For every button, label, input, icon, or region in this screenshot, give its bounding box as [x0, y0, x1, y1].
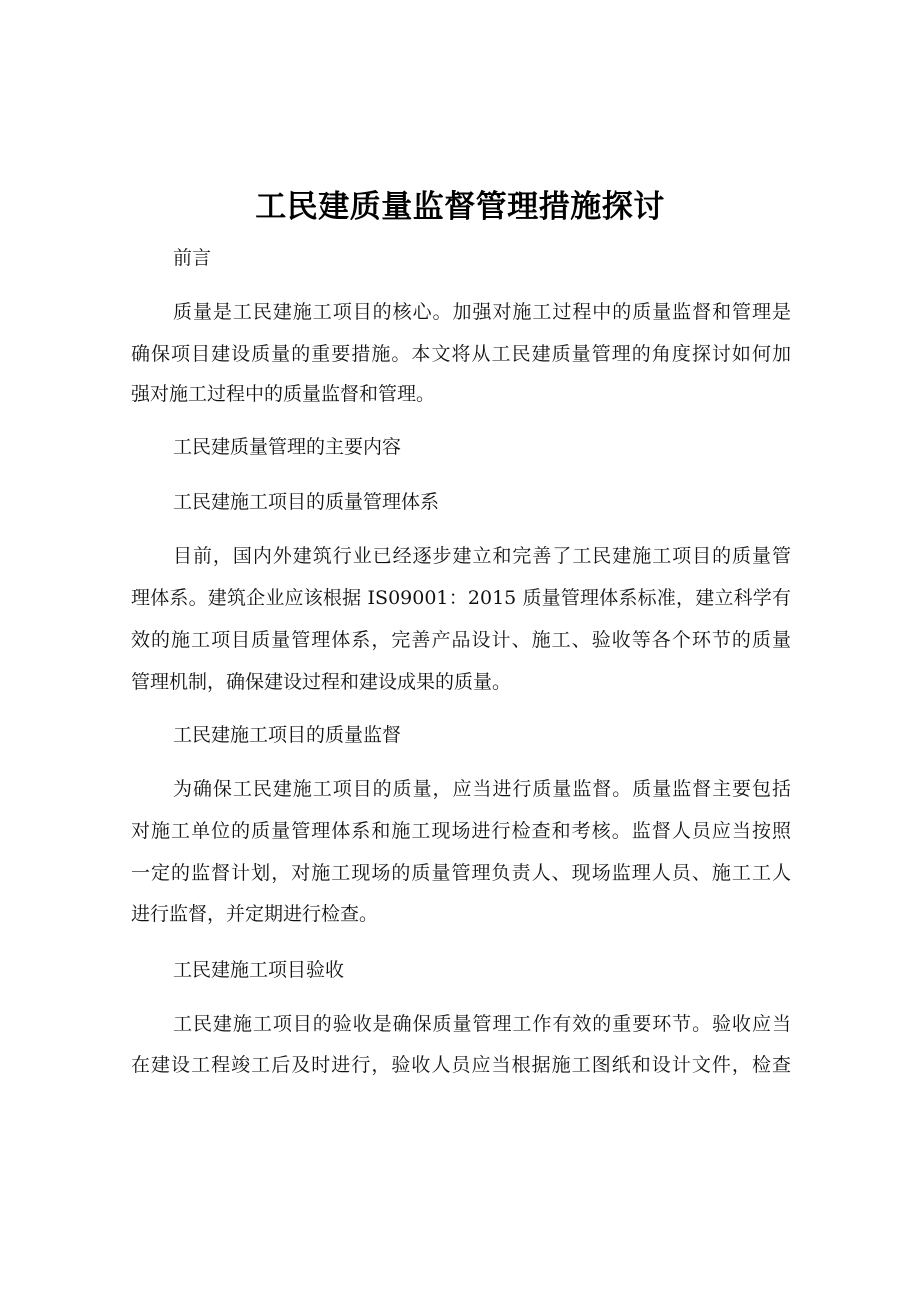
para1-line-2: 确保项目建设质量的重要措施。本文将从工民建质量管理的角度探讨如何加	[131, 343, 791, 365]
heading-quality-system: 工民建施工项目的质量管理体系	[173, 491, 440, 513]
heading-project-acceptance: 工民建施工项目验收	[173, 959, 345, 981]
heading-preface: 前言	[173, 247, 212, 269]
para3-line-1: 为确保工民建施工项目的质量，应当进行质量监督。质量监督主要包括	[173, 778, 791, 800]
para3-line-4: 进行监督，并定期进行检查。	[131, 903, 379, 925]
para1-line-1: 质量是工民建施工项目的核心。加强对施工过程中的质量监督和管理是	[173, 301, 791, 323]
heading-quality-supervision: 工民建施工项目的质量监督	[173, 724, 402, 746]
para3-line-3: 一定的监督计划，对施工现场的质量管理负责人、现场监理人员、施工工人	[131, 862, 791, 884]
para2-line-2: 理体系。建筑企业应该根据 IS09001：2015 质量管理体系标准，建立科学有	[131, 587, 791, 609]
para2-line-1: 目前，国内外建筑行业已经逐步建立和完善了工民建施工项目的质量管	[173, 545, 791, 567]
document-title: 工民建质量监督管理措施探讨	[255, 189, 665, 225]
para2-line-4: 管理机制，确保建设过程和建设成果的质量。	[131, 671, 512, 693]
para3-line-2: 对施工单位的质量管理体系和施工现场进行检查和考核。监督人员应当按照	[131, 820, 791, 842]
heading-main-content: 工民建质量管理的主要内容	[173, 436, 402, 458]
para1-line-3: 强对施工过程中的质量监督和管理。	[131, 383, 436, 405]
para2-line-3: 效的施工项目质量管理体系，完善产品设计、施工、验收等各个环节的质量	[131, 629, 791, 651]
para4-line-1: 工民建施工项目的验收是确保质量管理工作有效的重要环节。验收应当	[173, 1013, 791, 1035]
para4-line-2: 在建设工程竣工后及时进行，验收人员应当根据施工图纸和设计文件，检查	[131, 1054, 791, 1076]
